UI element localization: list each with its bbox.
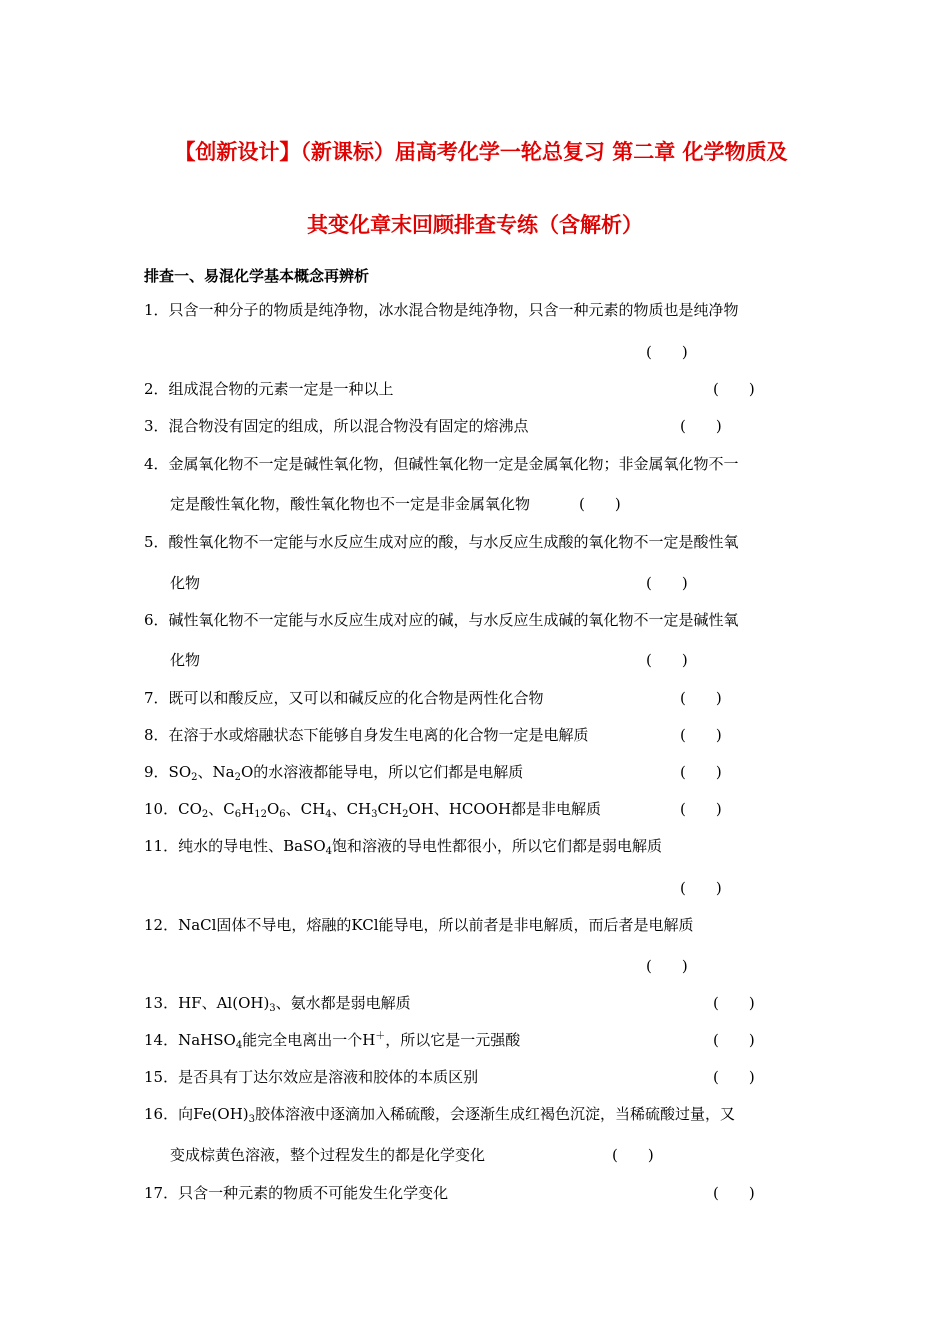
question-9-answer-blank: ( ) <box>680 763 722 781</box>
question-14-text: 14．NaHSO$_4$能完全电离出一个H＋，所以它是一元强酸 <box>144 1031 521 1051</box>
question-6-text-line-1: 6．碱性氧化物不一定能与水反应生成对应的碱，与水反应生成碱的氧化物不一定是碱性氧 <box>144 611 739 629</box>
question-11-answer-blank: ( ) <box>680 879 722 897</box>
question-12-text: 12．NaCl固体不导电，熔融的KCl能导电，所以前者是非电解质，而后者是电解质 <box>144 916 694 934</box>
question-8-answer-blank: ( ) <box>680 726 722 744</box>
question-4-text-line-2: 定是酸性氧化物，酸性氧化物也不一定是非金属氧化物 <box>170 495 531 513</box>
question-16-text-line-2: 变成棕黄色溶液，整个过程发生的都是化学变化 <box>170 1146 486 1164</box>
question-5-text-line-1: 5．酸性氧化物不一定能与水反应生成对应的酸，与水反应生成酸的氧化物不一定是酸性氧 <box>144 533 739 551</box>
question-5-answer-blank: ( ) <box>646 574 688 592</box>
question-15-answer-blank: ( ) <box>713 1068 755 1086</box>
question-7-answer-blank: ( ) <box>680 689 722 707</box>
question-4-answer-blank: ( ) <box>579 495 621 513</box>
question-12-answer-blank: ( ) <box>646 957 688 975</box>
question-1-text: 1．只含一种分子的物质是纯净物，冰水混合物是纯净物，只含一种元素的物质也是纯净物 <box>144 301 739 319</box>
section-heading: 排查一、易混化学基本概念再辨析 <box>144 267 370 285</box>
question-10-text: 10．$CO_2$、$C_6H_{12}O_6$、$CH_4$、$CH_3CH_2OH$、HCOOH都是非电解质 <box>144 800 602 820</box>
question-3-answer-blank: ( ) <box>680 417 722 435</box>
document-title-line-2: 其变化章末回顾排查专练（含解析） <box>307 212 643 237</box>
question-8-text: 8．在溶于水或熔融状态下能够自身发生电离的化合物一定是电解质 <box>144 726 589 744</box>
question-3-text: 3．混合物没有固定的组成，所以混合物没有固定的熔沸点 <box>144 417 529 435</box>
question-15-text: 15．是否具有丁达尔效应是溶液和胶体的本质区别 <box>144 1068 479 1086</box>
question-9-text: 9．$SO_2$、$Na_2O$的水溶液都能导电，所以它们都是电解质 <box>144 763 524 783</box>
question-6-answer-blank: ( ) <box>646 651 688 669</box>
question-13-answer-blank: ( ) <box>713 994 755 1012</box>
question-17-answer-blank: ( ) <box>713 1184 755 1202</box>
question-10-answer-blank: ( ) <box>680 800 722 818</box>
question-2-answer-blank: ( ) <box>713 380 755 398</box>
question-13-text: 13．HF、$Al(OH)_3$、氨水都是弱电解质 <box>144 994 411 1014</box>
question-11-text: 11．纯水的导电性、BaSO$_4$饱和溶液的导电性都很小，所以它们都是弱电解质 <box>144 837 663 857</box>
question-6-text-line-2: 化物 <box>170 651 201 669</box>
question-2-text: 2．组成混合物的元素一定是一种以上 <box>144 380 394 398</box>
question-17-text: 17．只含一种元素的物质不可能发生化学变化 <box>144 1184 449 1202</box>
question-16-answer-blank: ( ) <box>612 1146 654 1164</box>
question-7-text: 7．既可以和酸反应，又可以和碱反应的化合物是两性化合物 <box>144 689 544 707</box>
document-title-line-1: 【创新设计】（新课标）届高考化学一轮总复习 第二章 化学物质及 <box>174 139 788 164</box>
question-14-answer-blank: ( ) <box>713 1031 755 1049</box>
question-5-text-line-2: 化物 <box>170 574 201 592</box>
question-1-answer-blank: ( ) <box>646 343 688 361</box>
question-16-text-line-1: 16．向$Fe(OH)_3$胶体溶液中逐滴加入稀硫酸，会逐渐生成红褐色沉淀，当稀硫酸过量，又 <box>144 1105 736 1125</box>
question-4-text-line-1: 4．金属氧化物不一定是碱性氧化物，但碱性氧化物一定是金属氧化物；非金属氧化物不一 <box>144 455 739 473</box>
